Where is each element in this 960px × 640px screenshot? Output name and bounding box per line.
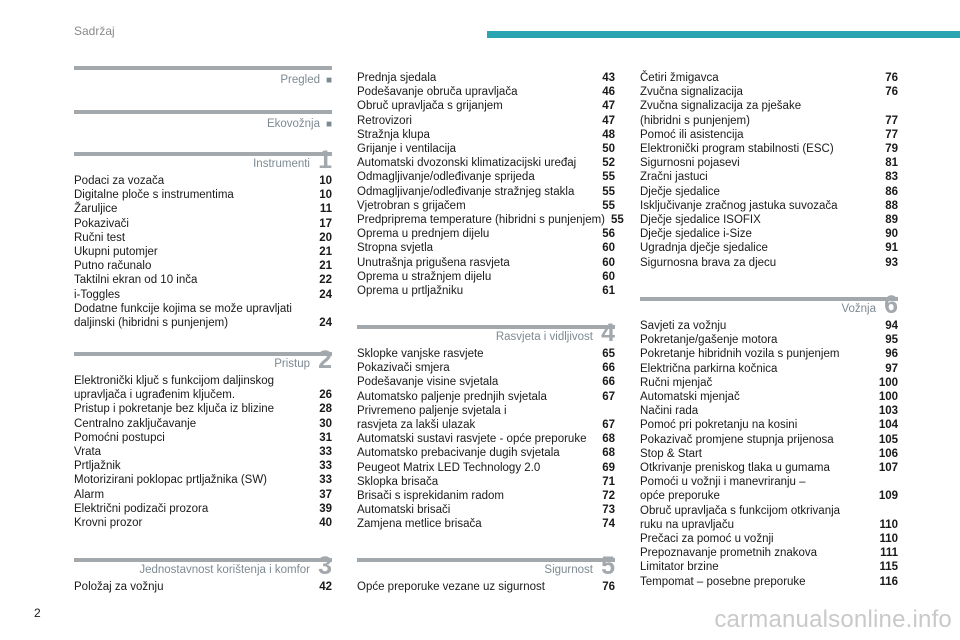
toc-entry[interactable] [74, 431, 332, 445]
toc-entry[interactable] [74, 459, 332, 473]
toc-entry-page: 91 [885, 242, 898, 255]
toc-entry[interactable] [357, 142, 615, 156]
section-label: Instrumenti [253, 158, 310, 170]
toc-entry-page: 79 [885, 143, 898, 156]
page-number: 2 [34, 606, 41, 620]
toc-entry-title: Pokretanje hibridnih vozila s punjenjem [640, 348, 840, 361]
toc-entry-title: Peugeot Matrix LED Technology 2.0 [357, 461, 541, 474]
toc-entry-page: 66 [602, 376, 615, 389]
toc-entry-title: Automatski sustavi rasvjete - opće preporuke [357, 433, 587, 446]
toc-entry-title: Električna parkirna kočnica [640, 362, 778, 375]
toc-entry[interactable] [357, 517, 615, 531]
toc-entry-page: 17 [319, 217, 332, 230]
toc-entry-title: Elektronički program stabilnosti (ESC) [640, 143, 834, 156]
toc-entry-page: 22 [319, 274, 332, 287]
toc-entry-page: 68 [602, 433, 615, 446]
toc-entry-page: 30 [319, 417, 332, 430]
toc-block-komfor [74, 552, 332, 594]
toc-entry[interactable] [640, 518, 898, 532]
toc-entry[interactable] [357, 114, 615, 128]
toc-entry[interactable] [640, 128, 898, 142]
toc-entry-page: 93 [885, 256, 898, 269]
toc-entry-title: Podešavanje visine svjetala [357, 376, 499, 389]
toc-entry-title: i-Toggles [74, 288, 121, 301]
section-heading-voznja[interactable] [640, 291, 898, 319]
toc-entry[interactable] [640, 575, 898, 589]
toc-entry-page: 10 [319, 175, 332, 187]
toc-entry-page: 77 [885, 128, 898, 141]
toc-entry[interactable] [74, 273, 332, 287]
toc-entry-page: 33 [319, 474, 332, 487]
toc-entry[interactable] [640, 213, 898, 227]
toc-entry[interactable] [640, 347, 898, 361]
toc-entry-title: Dječje sjedalice [640, 185, 720, 198]
toc-entry-line[interactable]: Privremeno paljenje svjetala i [357, 404, 507, 417]
toc-entry[interactable] [357, 418, 615, 432]
toc-entry-page: 55 [602, 171, 615, 184]
toc-entry-title: Krovni prozor [74, 517, 143, 530]
toc-entry[interactable] [74, 488, 332, 502]
toc-entry-title: Retrovizori [357, 114, 412, 127]
toc-entry[interactable] [357, 489, 615, 503]
toc-entry-page: 110 [879, 518, 898, 531]
toc-entry-page: 43 [602, 72, 615, 84]
toc-entry[interactable] [357, 284, 615, 298]
toc-column-2 [357, 71, 624, 298]
toc-entry-page: 94 [885, 320, 898, 332]
toc-entry-page: 24 [319, 288, 332, 301]
toc-entry-line[interactable]: Elektronički ključ s funkcijom daljinskog [74, 375, 275, 387]
toc-entry-page: 88 [885, 199, 898, 212]
toc-entry-title: (hibridni s punjenjem) [640, 114, 750, 127]
toc-entry-title: Centralno zaključavanje [74, 417, 197, 430]
toc-entry[interactable] [357, 461, 615, 475]
toc-entry-title: Sklopka brisača [357, 475, 439, 488]
toc-entry-title: opće preporuke [640, 490, 720, 503]
toc-entry[interactable] [74, 417, 332, 431]
toc-entry-title: Putno računalo [74, 260, 152, 273]
toc-entry-page: 115 [879, 561, 898, 574]
toc-entry-page: 28 [319, 403, 332, 416]
toc-entry[interactable] [640, 546, 898, 560]
toc-entry-title: Podešavanje obruča upravljača [357, 86, 518, 99]
toc-entry-page: 61 [602, 285, 615, 298]
toc-entry-title: Načini rada [640, 405, 699, 418]
section-label: Ekovožnja [266, 118, 320, 130]
toc-entry-page: 66 [602, 362, 615, 375]
toc-entry[interactable] [357, 446, 615, 460]
toc-entry-line[interactable]: Obruč upravljača s funkcijom otkrivanja [640, 504, 841, 517]
toc-entry-page: 10 [319, 189, 332, 202]
toc-entry-page: 55 [602, 199, 615, 212]
toc-entry-page: 104 [878, 419, 898, 432]
toc-entry-page: 72 [602, 490, 615, 503]
toc-entry-title: Zamjena metlice brisača [357, 518, 482, 531]
toc-entry[interactable] [357, 241, 615, 255]
toc-entry-title: Položaj za vožnju [74, 581, 164, 593]
toc-entry[interactable] [357, 156, 615, 170]
toc-entry-page: 74 [602, 518, 615, 531]
toc-entry-title: Žaruljice [74, 203, 118, 216]
toc-entry-title: Automatski brisači [357, 504, 451, 517]
toc-entry-title: Automatsko prebacivanje dugih svjetala [357, 447, 560, 460]
section-number: 2 [318, 346, 332, 374]
toc-entry-page: 60 [602, 242, 615, 255]
toc-entry-title: Obruč upravljača s grijanjem [357, 100, 503, 113]
toc-entry[interactable] [74, 502, 332, 516]
toc-entry[interactable] [357, 128, 615, 142]
toc-entry[interactable] [640, 142, 898, 156]
toc-entry-title: Pristup i pokretanje bez ključa iz blizine [74, 403, 275, 416]
header-accent-bar [487, 31, 960, 38]
toc-entry-title: Pomoćni postupci [74, 431, 165, 444]
toc-entry-page: 55 [602, 185, 615, 198]
toc-entry[interactable] [640, 489, 898, 503]
toc-entry[interactable] [357, 270, 615, 284]
toc-entry[interactable] [640, 418, 898, 432]
toc-entry-page: 83 [885, 171, 898, 184]
toc-entry[interactable] [640, 362, 898, 376]
toc-entry-page: 67 [602, 390, 615, 403]
toc-entry[interactable] [640, 447, 898, 461]
toc-entry-title: Grijanje i ventilacija [357, 143, 457, 156]
toc-entry-title: Pokazivači smjera [357, 362, 450, 375]
toc-entry-title: Sklopke vanjske rasvjete [357, 348, 484, 360]
toc-entry[interactable] [74, 580, 332, 594]
toc-entry[interactable] [357, 71, 615, 85]
toc-entry-title: Ručni test [74, 231, 126, 244]
toc-entry-page: 33 [319, 446, 332, 459]
toc-entry-page: 100 [878, 391, 898, 404]
toc-entry-line[interactable]: Zvučna signalizacija za pješake [640, 100, 802, 113]
toc-entry-title: Četiri žmigavca [640, 72, 719, 84]
toc-entry-title: Alarm [74, 488, 105, 501]
toc-entry-title: Pokazivač promjene stupnja prijenosa [640, 433, 834, 446]
toc-entry-line[interactable]: Dodatne funkcije kojima se može upravljati [74, 302, 292, 315]
toc-entry[interactable] [357, 432, 615, 446]
toc-entry[interactable] [640, 199, 898, 213]
toc-entry-page: 65 [602, 348, 615, 360]
toc-entry[interactable] [74, 516, 332, 530]
toc-entry[interactable] [640, 156, 898, 170]
toc-entry-page: 47 [602, 114, 615, 127]
toc-entry[interactable] [640, 256, 898, 270]
toc-entry-title: Stropna svjetla [357, 242, 434, 255]
toc-entry-page: 46 [602, 86, 615, 99]
section-heading-rasvjeta[interactable] [357, 319, 615, 347]
toc-entry[interactable] [640, 433, 898, 447]
toc-list [357, 71, 624, 298]
toc-entry-title: Savjeti za vožnju [640, 320, 727, 332]
section-heading-sigurnost[interactable] [357, 552, 615, 580]
section-label: Jednostavnost korištenja i komfor [139, 564, 310, 576]
toc-entry-page: 31 [319, 431, 332, 444]
toc-column-3 [640, 71, 898, 270]
toc-entry-page: 47 [602, 100, 615, 113]
toc-entry-page: 37 [319, 488, 332, 501]
toc-entry[interactable] [74, 288, 332, 302]
toc-entry-page: 11 [319, 203, 332, 216]
toc-entry-title: Zvučna signalizacija [640, 86, 743, 99]
toc-entry-page: 68 [602, 447, 615, 460]
toc-entry-page: 77 [885, 114, 898, 127]
toc-entry-title: Ručni mjenjač [640, 376, 713, 389]
section-number: 4 [601, 319, 615, 347]
toc-entry[interactable] [357, 390, 615, 404]
toc-entry[interactable] [74, 259, 332, 273]
toc-entry[interactable] [640, 461, 898, 475]
toc-entry-title: Isključivanje zračnog jastuka suvozača [640, 199, 838, 212]
toc-entry[interactable] [74, 174, 332, 188]
toc-entry[interactable] [357, 185, 615, 199]
toc-column-1 [74, 66, 332, 90]
toc-entry[interactable] [640, 85, 898, 99]
toc-entry[interactable] [74, 388, 332, 402]
toc-entry[interactable] [357, 227, 615, 241]
toc-entry-page: 116 [879, 575, 898, 588]
toc-entry-page: 56 [602, 228, 615, 241]
toc-entry[interactable] [640, 114, 898, 128]
section-label: Sigurnost [544, 564, 593, 576]
toc-entry[interactable] [74, 316, 332, 330]
toc-entry-page: 81 [885, 157, 898, 170]
toc-entry-title: Podaci za vozača [74, 175, 165, 187]
toc-entry-title: Stop & Start [640, 447, 703, 460]
section-heading-pristup[interactable] [74, 346, 332, 374]
toc-entry-page: 89 [885, 214, 898, 227]
toc-list [357, 347, 615, 532]
toc-list [74, 174, 332, 330]
toc-entry-page: 86 [885, 185, 898, 198]
running-header-title: Sadržaj [74, 24, 115, 38]
toc-entry-title: Predpriprema temperature (hibridni s punjenjem) [357, 214, 606, 227]
toc-entry[interactable] [74, 245, 332, 259]
toc-entry[interactable] [640, 376, 898, 390]
toc-block-voznja [640, 291, 898, 589]
toc-entry[interactable] [357, 361, 615, 375]
toc-entry-title: daljinski (hibridni s punjenjem) [74, 317, 229, 330]
toc-entry[interactable] [74, 445, 332, 459]
toc-entry-page: 33 [319, 460, 332, 473]
toc-entry[interactable] [640, 532, 898, 546]
toc-entry-title: Automatski mjenjač [640, 391, 740, 404]
toc-entry-title: Automatski dvozonski klimatizacijski uređaj [357, 157, 577, 170]
toc-entry[interactable] [640, 319, 898, 333]
toc-entry[interactable] [357, 503, 615, 517]
toc-entry-title: Zračni jastuci [640, 171, 708, 184]
toc-entry[interactable] [74, 217, 332, 231]
toc-entry[interactable] [357, 375, 615, 389]
toc-entry-page: 96 [885, 348, 898, 361]
toc-entry-title: Dječje sjedalice ISOFIX [640, 214, 761, 227]
toc-entry-title: Odmagljivanje/odleđivanje stražnjeg stakla [357, 185, 575, 198]
toc-entry-title: Pomoć ili asistencija [640, 128, 744, 141]
toc-entry-page: 60 [602, 270, 615, 283]
toc-entry-title: Brisači s isprekidanim radom [357, 490, 504, 503]
toc-entry-title: Pomoć pri pokretanju na kosini [640, 419, 798, 432]
toc-block-instrumenti [74, 146, 332, 330]
toc-entry-page: 39 [319, 502, 332, 515]
toc-entry[interactable] [357, 99, 615, 113]
toc-entry[interactable] [357, 475, 615, 489]
toc-entry-title: Taktilni ekran od 10 inča [74, 274, 198, 287]
toc-list [640, 71, 898, 270]
toc-entry-page: 60 [602, 256, 615, 269]
toc-entry-page: 21 [319, 260, 332, 273]
toc-entry-title: Vrata [74, 446, 102, 459]
section-heading-ekovoznja[interactable] [74, 110, 332, 134]
toc-entry-page: 67 [602, 419, 615, 432]
toc-entry[interactable] [640, 170, 898, 184]
toc-entry-page: 55 [611, 214, 624, 227]
toc-entry-page: 109 [878, 490, 898, 503]
square-bullet-icon: ■ [325, 75, 332, 86]
toc-entry-line[interactable]: Pomoći u vožnji i manevriranju – [640, 476, 806, 489]
toc-entry-title: Automatsko paljenje prednjih svjetala [357, 390, 547, 403]
toc-entry-title: Prepoznavanje prometnih znakova [640, 547, 818, 560]
toc-entry-page: 40 [319, 517, 332, 530]
toc-entry-page: 90 [885, 228, 898, 241]
section-number: 5 [601, 552, 615, 580]
toc-entry-title: Ukupni putomjer [74, 246, 158, 259]
toc-entry-page: 76 [602, 581, 615, 593]
toc-entry-title: Vjetrobran s grijačem [357, 199, 466, 212]
toc-entry-title: upravljača i ugrađenim ključem. [74, 389, 236, 402]
section-number: 1 [318, 146, 332, 174]
toc-entry-title: Prtljažnik [74, 460, 121, 473]
toc-entry-page: 20 [319, 231, 332, 244]
toc-entry-page: 42 [319, 581, 332, 593]
toc-entry[interactable] [640, 560, 898, 574]
toc-entry-page: 26 [319, 389, 332, 402]
toc-entry-page: 100 [878, 376, 898, 389]
section-label: Pregled [280, 74, 320, 86]
toc-entry-page: 48 [602, 128, 615, 141]
toc-entry[interactable] [357, 213, 624, 227]
section-heading-komfor[interactable] [74, 552, 332, 580]
section-number: 3 [318, 552, 332, 580]
toc-entry-page: 103 [878, 405, 898, 418]
toc-entry-title: ruku na upravljaču [640, 518, 734, 531]
toc-entry-title: Opće preporuke vezane uz sigurnost [357, 581, 545, 593]
toc-entry[interactable] [74, 402, 332, 416]
toc-entry[interactable] [74, 231, 332, 245]
toc-entry-page: 105 [878, 433, 898, 446]
toc-block-sigurnost [357, 552, 615, 594]
toc-entry-page: 95 [885, 334, 898, 347]
toc-entry[interactable] [357, 199, 615, 213]
toc-entry[interactable] [357, 580, 615, 594]
toc-entry-page: 71 [602, 475, 615, 488]
toc-entry-page: 110 [879, 533, 898, 546]
toc-entry[interactable] [357, 85, 615, 99]
toc-entry-title: Pokretanje/gašenje motora [640, 334, 778, 347]
toc-column-1-ekovoznja [74, 110, 332, 134]
toc-entry-page: 76 [885, 86, 898, 99]
toc-entry-title: Digitalne ploče s instrumentima [74, 189, 234, 202]
toc-entry-title: Prečaci za pomoć u vožnji [640, 533, 774, 546]
toc-list [357, 580, 615, 594]
toc-entry-title: Sigurnosni pojasevi [640, 157, 740, 170]
toc-entry[interactable] [640, 390, 898, 404]
toc-entry-title: Ugradnja dječje sjedalice [640, 242, 768, 255]
toc-entry-title: Prednja sjedala [357, 72, 437, 84]
toc-entry-page: 73 [602, 504, 615, 517]
toc-entry-title: Motorizirani poklopac prtljažnika (SW) [74, 474, 268, 487]
toc-entry-title: Pokazivači [74, 217, 129, 230]
section-number: 6 [884, 291, 898, 319]
toc-entry-title: Otkrivanje preniskog tlaka u gumama [640, 462, 830, 475]
toc-entry[interactable] [357, 347, 615, 361]
toc-entry[interactable] [357, 256, 615, 270]
toc-entry-title: Električni podizači prozora [74, 502, 209, 515]
toc-entry-page: 76 [885, 72, 898, 84]
toc-block-pristup [74, 346, 332, 530]
toc-entry-title: Oprema u stražnjem dijelu [357, 270, 492, 283]
toc-entry-title: Oprema u prednjem dijelu [357, 228, 490, 241]
toc-entry-title: Dječje sjedalice i-Size [640, 228, 752, 241]
toc-entry-page: 107 [878, 462, 898, 475]
toc-entry[interactable] [74, 202, 332, 216]
toc-entry-page: 52 [602, 157, 615, 170]
toc-entry[interactable] [74, 473, 332, 487]
toc-entry-title: Limitator brzine [640, 561, 719, 574]
toc-entry-page: 24 [319, 317, 332, 330]
toc-entry[interactable] [640, 185, 898, 199]
toc-entry-page: 69 [602, 461, 615, 474]
section-label: Vožnja [841, 303, 876, 315]
toc-entry-title: rasvjeta za lakši ulazak [357, 419, 476, 432]
toc-entry-title: Unutrašnja prigušena rasvjeta [357, 256, 510, 269]
toc-list [74, 580, 332, 594]
toc-entry-title: Stražnja klupa [357, 128, 430, 141]
toc-entry[interactable] [640, 241, 898, 255]
toc-entry-title: Sigurnosna brava za djecu [640, 256, 777, 269]
toc-block-rasvjeta [357, 319, 615, 532]
toc-entry[interactable] [74, 188, 332, 202]
section-heading-pregled[interactable] [74, 66, 332, 90]
section-heading-instrumenti[interactable] [74, 146, 332, 174]
section-label: Pristup [274, 358, 310, 370]
toc-entry-page: 106 [878, 447, 898, 460]
toc-entry[interactable] [640, 404, 898, 418]
toc-entry-page: 21 [319, 246, 332, 259]
section-label: Rasvjeta i vidljivost [495, 331, 593, 343]
toc-entry[interactable] [357, 170, 615, 184]
site-watermark: carmanualsonline.info [714, 606, 952, 633]
toc-entry-page: 111 [880, 547, 898, 560]
toc-entry[interactable] [640, 71, 898, 85]
square-bullet-icon: ■ [325, 119, 332, 130]
toc-entry[interactable] [640, 227, 898, 241]
toc-entry-title: Oprema u prtljažniku [357, 285, 464, 298]
toc-entry-page: 50 [602, 143, 615, 156]
toc-entry[interactable] [640, 333, 898, 347]
toc-entry-title: Tempomat – posebne preporuke [640, 575, 806, 588]
toc-list [74, 374, 332, 530]
toc-entry-page: 97 [885, 362, 898, 375]
toc-list [640, 319, 898, 589]
toc-entry-title: Odmagljivanje/odleđivanje sprijeda [357, 171, 535, 184]
